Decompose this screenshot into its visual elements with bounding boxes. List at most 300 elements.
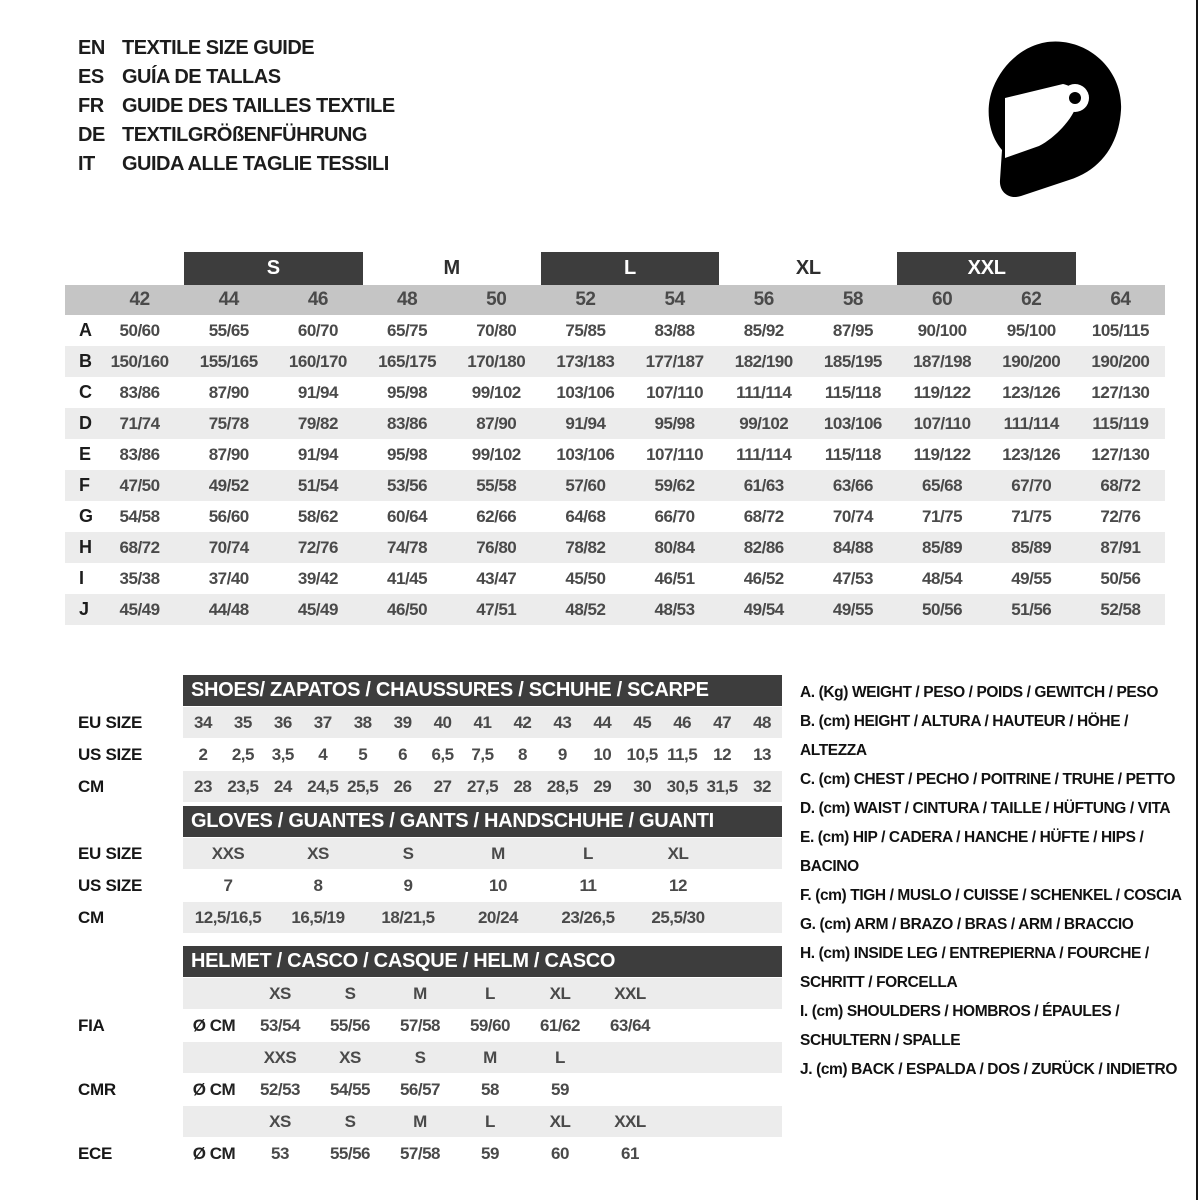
size-value-cell: 28 xyxy=(513,776,532,796)
language-row-en xyxy=(78,34,395,63)
legend-unit: (cm) xyxy=(818,713,850,730)
size-value-cell: 18/21,5 xyxy=(381,907,435,927)
scale-label: CM xyxy=(78,907,104,927)
size-value-cell: 127/130 xyxy=(1091,382,1150,402)
size-value-cell: 72/76 xyxy=(1100,506,1141,526)
size-value-cell: 60 xyxy=(551,1143,569,1163)
size-value-cell: 187/198 xyxy=(913,351,972,371)
size-value-cell: 79/82 xyxy=(297,413,338,433)
helmet-size-cell: S xyxy=(344,983,356,1003)
legend-entry-e xyxy=(800,823,1194,881)
size-value-cell: 47/50 xyxy=(119,475,160,495)
size-value-cell: 44 xyxy=(593,712,612,732)
legend-key: J. xyxy=(800,1061,813,1078)
numeric-size-header: 46 xyxy=(307,289,328,310)
size-value-cell: 6,5 xyxy=(431,744,454,764)
legend-key: D. xyxy=(800,800,815,817)
language-code: DE xyxy=(78,124,105,146)
legend-entry-b xyxy=(800,707,1194,765)
size-value-cell: 91/94 xyxy=(297,444,338,464)
size-value-cell: 75/85 xyxy=(565,320,606,340)
size-value-cell: 119/122 xyxy=(913,382,971,402)
language-row-fr xyxy=(78,92,395,121)
legend-entry-d xyxy=(800,794,1194,823)
apparel-size-table-body xyxy=(65,315,1165,625)
size-value-cell: 50/56 xyxy=(1100,568,1141,588)
helmet-value-band xyxy=(183,1138,782,1169)
size-value-cell: 173/183 xyxy=(556,351,615,371)
gloves-value-band xyxy=(183,870,782,901)
size-value-cell: 8 xyxy=(517,744,527,764)
guide-title: GUÍA DE TALLAS xyxy=(122,66,281,88)
size-value-cell: 107/110 xyxy=(646,382,704,402)
language-code: FR xyxy=(78,95,104,117)
gloves-table-header: GLOVES / GUANTES / GANTS / HANDSCHUHE / GUANTI xyxy=(183,806,782,837)
size-value-cell: 111/114 xyxy=(736,444,792,464)
size-value-cell: 53 xyxy=(271,1143,289,1163)
size-value-cell: 55/65 xyxy=(208,320,249,340)
size-value-cell: 35 xyxy=(233,712,252,732)
size-value-cell: 84/88 xyxy=(832,537,873,557)
size-value-cell: 28,5 xyxy=(546,776,578,796)
size-value-cell: 61/62 xyxy=(539,1015,581,1035)
size-value-cell: 87/95 xyxy=(832,320,873,340)
helmet-size-header-row xyxy=(65,978,782,1009)
size-value-cell: 34 xyxy=(194,712,212,732)
helmet-value-band xyxy=(183,1010,782,1041)
measurement-row-label: B xyxy=(79,351,92,371)
size-value-cell: 46/52 xyxy=(743,568,784,588)
legend-text: SHOULDERS / HOMBROS / ÉPAULES / SCHULTERN / SPALLE xyxy=(800,1003,1120,1049)
size-value-cell: 111/114 xyxy=(1003,413,1059,433)
numeric-size-header-row xyxy=(65,285,1165,315)
size-value-cell: 103/106 xyxy=(556,444,615,464)
size-value-cell: 8 xyxy=(313,875,323,895)
size-value-cell: 46/51 xyxy=(654,568,695,588)
helmet-size-band xyxy=(183,1042,782,1073)
size-value-cell: 103/106 xyxy=(823,413,882,433)
table-row-g xyxy=(65,501,1165,532)
size-value-cell: 2 xyxy=(198,744,208,764)
size-value-cell: 10,5 xyxy=(626,744,658,764)
size-value-cell: 53/54 xyxy=(259,1015,301,1035)
helmet-size-cell: M xyxy=(413,1111,427,1131)
size-value-cell: 76/80 xyxy=(476,537,517,557)
helmet-size-header-row xyxy=(65,1106,782,1137)
gloves-row-0 xyxy=(65,838,782,869)
numeric-size-header: 48 xyxy=(397,289,418,310)
size-value-cell: 45/50 xyxy=(565,568,606,588)
size-value-cell: 6 xyxy=(398,744,408,764)
unit-spacer-cell xyxy=(183,1042,245,1073)
size-value-cell: 40 xyxy=(433,712,452,732)
size-value-cell: 99/102 xyxy=(739,413,789,433)
size-value-cell: 150/160 xyxy=(110,351,169,371)
size-value-cell: 74/78 xyxy=(387,537,428,557)
size-value-cell: 44/48 xyxy=(208,599,249,619)
size-value-cell: 103/106 xyxy=(556,382,615,402)
apparel-size-table xyxy=(65,252,1165,625)
shoes-table-header: SHOES/ ZAPATOS / CHAUSSURES / SCHUHE / SCARPE xyxy=(183,675,782,706)
size-value-cell: 48/53 xyxy=(654,599,695,619)
size-value-cell: 75/78 xyxy=(208,413,249,433)
legend-entry-g xyxy=(800,910,1194,939)
legend-unit: (cm) xyxy=(818,771,850,788)
size-value-cell: 160/170 xyxy=(288,351,347,371)
helmet-size-cell: XXL xyxy=(614,1111,646,1131)
size-value-cell: 127/130 xyxy=(1091,444,1150,464)
language-row-de xyxy=(78,121,395,150)
size-value-cell: 51/54 xyxy=(297,475,338,495)
size-value-cell: 83/86 xyxy=(119,444,160,464)
size-value-cell: 9 xyxy=(403,875,413,895)
size-value-cell: 10 xyxy=(593,744,612,764)
helmet-standard-row-cmr xyxy=(65,1074,782,1105)
measurement-row-label: A xyxy=(79,320,92,340)
size-value-cell: 59/60 xyxy=(469,1015,511,1035)
legend-entry-i xyxy=(800,997,1194,1055)
size-value-cell: 23/26,5 xyxy=(561,907,615,927)
helmet-size-cell: M xyxy=(413,983,427,1003)
size-value-cell: 170/180 xyxy=(467,351,526,371)
size-value-cell: 83/86 xyxy=(387,413,428,433)
gloves-value-band xyxy=(183,902,782,933)
measurement-row-label: C xyxy=(79,382,92,402)
legend-text: WAIST / CINTURA / TAILLE / HÜFTUNG / VITA xyxy=(853,800,1171,817)
size-group-row xyxy=(65,252,1165,285)
size-value-cell: 7,5 xyxy=(471,744,494,764)
size-value-cell: 107/110 xyxy=(913,413,971,433)
scale-label-spacer xyxy=(65,1106,183,1137)
measurement-row-label: E xyxy=(79,444,92,464)
size-group-m: M xyxy=(443,257,460,279)
gloves-row-2 xyxy=(65,902,782,933)
size-value-cell: 85/92 xyxy=(743,320,784,340)
size-value-cell: 57/58 xyxy=(399,1143,441,1163)
size-value-cell: 12 xyxy=(669,875,687,895)
legend-text: WEIGHT / PESO / POIDS / GEWITCH / PESO xyxy=(851,684,1158,701)
helmet-size-cell: L xyxy=(555,1047,565,1067)
size-value-cell: XXS xyxy=(211,843,245,863)
size-value-cell: 58 xyxy=(481,1079,499,1099)
size-value-cell: 105/115 xyxy=(1091,320,1149,340)
size-value-cell: 3,5 xyxy=(271,744,294,764)
size-value-cell: 58/62 xyxy=(297,506,338,526)
legend-unit: (cm) xyxy=(817,829,849,846)
legend-entry-c xyxy=(800,765,1194,794)
standard-label: FIA xyxy=(78,1015,105,1035)
size-value-cell: 182/190 xyxy=(734,351,793,371)
size-value-cell: 71/75 xyxy=(922,506,963,526)
language-row-it xyxy=(78,150,395,179)
helmet-size-cell: XS xyxy=(269,983,291,1003)
size-value-cell: 11,5 xyxy=(667,744,698,764)
size-value-cell: 2,5 xyxy=(231,744,254,764)
legend-unit: (cm) xyxy=(818,800,850,817)
size-value-cell: 54/58 xyxy=(119,506,160,526)
size-value-cell: 66/70 xyxy=(654,506,695,526)
legend-text: ARM / BRAZO / BRAS / ARM / BRACCIO xyxy=(853,916,1134,933)
numeric-size-header: 60 xyxy=(932,289,953,310)
size-value-cell: 87/90 xyxy=(208,382,249,402)
size-value-cell: XL xyxy=(667,843,689,863)
legend-text: HIP / CADERA / HANCHE / HÜFTE / HIPS / BACINO xyxy=(800,829,1144,875)
size-value-cell: 177/187 xyxy=(645,351,704,371)
page-right-border xyxy=(1196,0,1198,1200)
table-row-e xyxy=(65,439,1165,470)
size-value-cell: 55/56 xyxy=(329,1015,371,1035)
size-value-cell: 31,5 xyxy=(706,776,738,796)
legend-key: C. xyxy=(800,771,815,788)
size-value-cell: 82/86 xyxy=(743,537,784,557)
size-value-cell: 50/60 xyxy=(119,320,160,340)
size-value-cell: 30,5 xyxy=(666,776,698,796)
legend-unit: (cm) xyxy=(818,945,850,962)
diameter-unit-label: Ø CM xyxy=(192,1015,236,1035)
size-value-cell: 46 xyxy=(673,712,692,732)
size-value-cell: 68/72 xyxy=(1100,475,1141,495)
measurement-row-label: D xyxy=(79,413,92,433)
legend-key: B. xyxy=(800,713,815,730)
helmet-size-band xyxy=(183,1106,782,1137)
helmet-table-body xyxy=(65,978,782,1169)
size-value-cell: 46/50 xyxy=(387,599,428,619)
size-value-cell: 63/66 xyxy=(832,475,873,495)
size-value-cell: 7 xyxy=(223,875,233,895)
size-value-cell: 71/75 xyxy=(1011,506,1052,526)
legend-text: CHEST / PECHO / POITRINE / TRUHE / PETTO xyxy=(853,771,1175,788)
size-value-cell: 48 xyxy=(753,712,771,732)
legend-text: TIGH / MUSLO / CUISSE / SCHENKEL / COSCIA xyxy=(850,887,1182,904)
size-value-cell: 30 xyxy=(633,776,652,796)
language-title-list xyxy=(78,34,395,179)
measurement-row-label: J xyxy=(79,599,90,619)
shoes-table-body xyxy=(65,707,782,802)
helmet-size-cell: XL xyxy=(549,983,571,1003)
shoes-row-1 xyxy=(65,739,782,770)
size-value-cell: 123/126 xyxy=(1002,382,1061,402)
legend-text: HEIGHT / ALTURA / HAUTEUR / HÖHE / ALTEZZA xyxy=(800,713,1128,759)
helmet-standard-row-fia xyxy=(65,1010,782,1041)
measurement-legend xyxy=(800,678,1194,1084)
size-value-cell: 64/68 xyxy=(565,506,606,526)
standard-label: ECE xyxy=(78,1143,113,1163)
numeric-size-header: 50 xyxy=(486,289,507,310)
size-value-cell: 155/165 xyxy=(199,351,258,371)
helmet-size-cell: M xyxy=(483,1047,497,1067)
legend-entry-a xyxy=(800,678,1194,707)
size-value-cell: 23 xyxy=(194,776,212,796)
size-value-cell: 59/62 xyxy=(654,475,695,495)
guide-title: TEXTILGRÖßENFÜHRUNG xyxy=(122,124,367,146)
size-value-cell: 48/54 xyxy=(922,568,963,588)
table-row-i xyxy=(65,563,1165,594)
size-value-cell: 49/52 xyxy=(208,475,249,495)
scale-label: EU SIZE xyxy=(78,843,143,863)
gloves-row-1 xyxy=(65,870,782,901)
size-value-cell: 49/55 xyxy=(832,599,873,619)
helmet-size-cell: XXL xyxy=(614,983,646,1003)
helmet-size-cell: XS xyxy=(339,1047,361,1067)
scale-label: CM xyxy=(78,776,104,796)
diameter-unit-label: Ø CM xyxy=(192,1143,236,1163)
size-value-cell: 68/72 xyxy=(743,506,784,526)
size-value-cell: 43/47 xyxy=(476,568,517,588)
size-value-cell: 39 xyxy=(393,712,412,732)
size-value-cell: 107/110 xyxy=(646,444,704,464)
size-value-cell: 47 xyxy=(713,712,732,732)
numeric-size-header: 62 xyxy=(1021,289,1042,310)
gloves-table-body xyxy=(65,838,782,933)
size-value-cell: 115/119 xyxy=(1092,413,1149,433)
size-group-xxl: XXL xyxy=(897,252,1075,285)
size-value-cell: 50/56 xyxy=(922,599,963,619)
size-value-cell: XS xyxy=(307,843,329,863)
size-value-cell: 67/70 xyxy=(1011,475,1052,495)
table-row-j xyxy=(65,594,1165,625)
size-value-cell: 87/91 xyxy=(1100,537,1141,557)
size-value-cell: 57/58 xyxy=(399,1015,441,1035)
size-value-cell: 51/56 xyxy=(1011,599,1052,619)
size-value-cell: 5 xyxy=(358,744,368,764)
table-row-f xyxy=(65,470,1165,501)
legend-key: H. xyxy=(800,945,815,962)
shoes-row-2 xyxy=(65,771,782,802)
size-value-cell: 25,5/30 xyxy=(651,907,705,927)
size-value-cell: 70/74 xyxy=(208,537,249,557)
size-group-l: L xyxy=(541,252,719,285)
legend-unit: (Kg) xyxy=(818,684,849,701)
size-value-cell: 99/102 xyxy=(471,382,521,402)
size-value-cell: 29 xyxy=(593,776,612,796)
size-value-cell: 25,5 xyxy=(347,776,379,796)
numeric-size-header: 42 xyxy=(129,289,150,310)
size-value-cell: 32 xyxy=(753,776,771,796)
legend-entry-j xyxy=(800,1055,1194,1084)
size-value-cell: 24 xyxy=(273,776,292,796)
size-value-cell: 65/68 xyxy=(922,475,963,495)
size-value-cell: 60/70 xyxy=(297,320,338,340)
shoes-value-band xyxy=(183,739,782,770)
size-value-cell: 62/66 xyxy=(476,506,517,526)
size-value-cell: 10 xyxy=(489,875,507,895)
size-value-cell: 95/98 xyxy=(654,413,695,433)
size-value-cell: M xyxy=(491,843,505,863)
size-value-cell: 111/114 xyxy=(736,382,792,402)
size-value-cell: 20/24 xyxy=(477,907,519,927)
size-value-cell: 9 xyxy=(557,744,567,764)
table-row-a xyxy=(65,315,1165,346)
size-value-cell: 190/200 xyxy=(1091,351,1150,371)
size-value-cell: 115/118 xyxy=(824,444,881,464)
size-value-cell: 47/53 xyxy=(832,568,873,588)
unit-spacer-cell xyxy=(183,1106,245,1137)
size-value-cell: 27,5 xyxy=(466,776,499,796)
scale-label: EU SIZE xyxy=(78,712,143,732)
size-value-cell: 23,5 xyxy=(227,776,259,796)
shoes-size-table xyxy=(65,675,782,802)
guide-title: GUIDE DES TAILLES TEXTILE xyxy=(122,95,395,117)
guide-title: TEXTILE SIZE GUIDE xyxy=(122,37,315,59)
size-value-cell: 47/51 xyxy=(476,599,517,619)
scale-label: US SIZE xyxy=(78,744,143,764)
guide-title: GUIDA ALLE TAGLIE TESSILI xyxy=(122,153,389,175)
size-value-cell: 95/98 xyxy=(387,382,428,402)
numeric-size-header: 44 xyxy=(218,289,239,310)
table-row-b xyxy=(65,346,1165,377)
size-value-cell: L xyxy=(583,843,593,863)
size-value-cell: 27 xyxy=(433,776,452,796)
size-value-cell: 165/175 xyxy=(378,351,437,371)
gloves-value-band xyxy=(183,838,782,869)
numeric-size-header: 58 xyxy=(842,289,863,310)
size-value-cell: 42 xyxy=(513,712,532,732)
size-value-cell: 13 xyxy=(753,744,771,764)
size-value-cell: 115/118 xyxy=(824,382,881,402)
legend-unit: (cm) xyxy=(819,916,851,933)
helmet-size-cell: S xyxy=(344,1111,356,1131)
size-value-cell: 49/55 xyxy=(1011,568,1052,588)
helmet-size-cell: XL xyxy=(549,1111,571,1131)
legend-key: F. xyxy=(800,887,812,904)
legend-unit: (cm) xyxy=(815,887,847,904)
language-row-es xyxy=(78,63,395,92)
helmet-size-header-row xyxy=(65,1042,782,1073)
size-value-cell: 45/49 xyxy=(297,599,338,619)
size-value-cell: 90/100 xyxy=(917,320,967,340)
scale-label: US SIZE xyxy=(78,875,143,895)
size-value-cell: 59 xyxy=(481,1143,499,1163)
size-value-cell: 48/52 xyxy=(565,599,606,619)
numeric-header-spacer xyxy=(65,285,95,315)
size-value-cell: 87/90 xyxy=(208,444,249,464)
size-value-cell: 41 xyxy=(473,712,492,732)
size-value-cell: 80/84 xyxy=(654,537,695,557)
size-value-cell: 55/58 xyxy=(476,475,517,495)
legend-key: A. xyxy=(800,684,815,701)
numeric-size-header: 52 xyxy=(575,289,596,310)
size-value-cell: 65/75 xyxy=(387,320,428,340)
size-value-cell: 57/60 xyxy=(565,475,606,495)
size-value-cell: S xyxy=(402,843,414,863)
size-value-cell: 59 xyxy=(551,1079,569,1099)
size-value-cell: 35/38 xyxy=(119,568,160,588)
table-row-h xyxy=(65,532,1165,563)
numeric-size-header: 54 xyxy=(664,289,685,310)
size-value-cell: 52/58 xyxy=(1100,599,1141,619)
size-value-cell: 49/54 xyxy=(743,599,784,619)
size-value-cell: 37/40 xyxy=(208,568,249,588)
helmet-standard-row-ece xyxy=(65,1138,782,1169)
size-value-cell: 91/94 xyxy=(565,413,606,433)
helmet-size-cell: L xyxy=(485,1111,495,1131)
size-value-cell: 12 xyxy=(713,744,732,764)
measurement-row-label: H xyxy=(79,537,92,557)
size-value-cell: 119/122 xyxy=(913,444,971,464)
size-value-cell: 99/102 xyxy=(471,444,521,464)
size-value-cell: 24,5 xyxy=(307,776,339,796)
size-value-cell: 87/90 xyxy=(476,413,517,433)
size-value-cell: 72/76 xyxy=(297,537,338,557)
size-value-cell: 45/49 xyxy=(119,599,160,619)
size-value-cell: 63/64 xyxy=(609,1015,651,1035)
size-value-cell: 95/100 xyxy=(1006,320,1056,340)
racing-helmet-icon xyxy=(975,36,1135,214)
table-row-d xyxy=(65,408,1165,439)
numeric-size-header: 64 xyxy=(1110,289,1131,310)
size-value-cell: 61/63 xyxy=(743,475,784,495)
size-value-cell: 70/80 xyxy=(476,320,517,340)
